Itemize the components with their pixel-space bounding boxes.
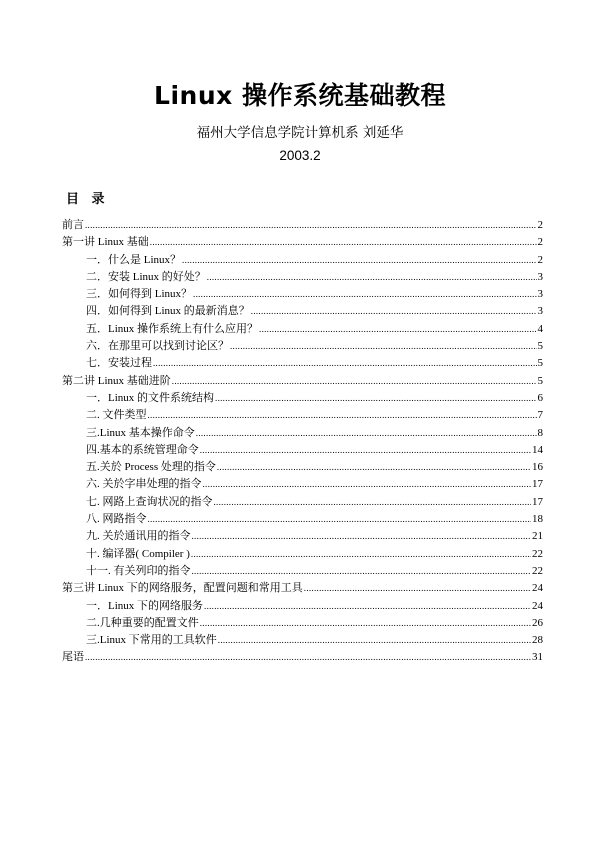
table-of-contents	[62, 216, 543, 666]
toc-page-number: 17	[532, 495, 543, 508]
toc-entry[interactable]	[62, 458, 543, 475]
toc-entry[interactable]	[62, 354, 543, 371]
toc-entry[interactable]	[62, 251, 543, 268]
toc-page-number: 21	[532, 530, 543, 543]
toc-page-number: 5	[537, 340, 543, 353]
toc-leader-dots	[193, 289, 536, 299]
toc-leader-dots	[203, 479, 532, 489]
toc-leader-dots	[200, 445, 531, 455]
toc-page-number: 5	[537, 357, 543, 370]
toc-entry[interactable]	[62, 510, 543, 527]
toc-entry-title: 第三讲 Linux 下的网络服务，配置问题和常用工具	[62, 582, 303, 595]
toc-entry[interactable]	[62, 302, 543, 319]
toc-entry[interactable]	[62, 614, 543, 631]
toc-entry-title: 六. 关於字串处理的指令	[86, 478, 202, 491]
toc-entry[interactable]	[62, 424, 543, 441]
toc-entry-title: 十一. 有关列印的指令	[86, 564, 191, 577]
toc-entry-title: 九. 关於通讯用的指令	[86, 530, 191, 543]
toc-page-number: 3	[537, 288, 543, 301]
toc-entry-title: 第一讲 Linux 基础	[62, 236, 149, 249]
toc-entry-title: 四．如何得到 Linux 的最新消息？	[86, 305, 250, 318]
toc-entry-title: 二．安装 Linux 的好处？	[86, 270, 206, 283]
document-date: 2003.2	[279, 148, 321, 163]
toc-entry-title: 尾语	[62, 651, 84, 664]
toc-page-number: 2	[537, 236, 543, 249]
toc-entry-title: 五．Linux 操作系统上有什么应用？	[86, 322, 259, 335]
toc-leader-dots	[182, 255, 536, 265]
toc-entry-title: 三.Linux 下常用的工具软件	[86, 634, 217, 647]
toc-entry[interactable]	[62, 216, 543, 233]
toc-entry[interactable]	[62, 648, 543, 665]
toc-leader-dots	[304, 583, 531, 593]
toc-entry-title: 七. 网路上查询状况的指令	[86, 495, 213, 508]
toc-page-number: 3	[537, 270, 543, 283]
toc-page-number: 16	[532, 461, 543, 474]
toc-entry-title: 六．在那里可以找到讨论区？	[86, 340, 229, 353]
toc-entry-title: 一．什么是 Linux？	[86, 253, 182, 266]
toc-entry-title: 十. 编译器( Compiler )	[86, 547, 190, 560]
toc-heading: 目 录	[66, 192, 109, 207]
toc-entry-title: 前言	[62, 219, 84, 231]
toc-leader-dots	[196, 428, 537, 438]
toc-page-number: 6	[537, 391, 543, 404]
toc-entry-title: 七．安装过程	[86, 357, 152, 370]
toc-leader-dots	[172, 376, 537, 386]
toc-page-number: 3	[537, 305, 543, 318]
toc-page-number: 24	[532, 582, 543, 595]
toc-leader-dots	[204, 601, 531, 611]
toc-page-number: 17	[532, 478, 543, 491]
toc-entry[interactable]	[62, 597, 543, 614]
toc-leader-dots	[214, 497, 532, 507]
toc-entry[interactable]	[62, 579, 543, 596]
toc-leader-dots	[150, 237, 537, 247]
toc-leader-dots	[153, 358, 537, 368]
toc-leader-dots	[215, 393, 536, 403]
toc-page-number: 26	[532, 616, 543, 629]
toc-entry-title: 一．Linux 下的网络服务	[86, 599, 204, 612]
toc-page-number: 31	[532, 651, 543, 664]
toc-leader-dots	[85, 652, 531, 662]
toc-leader-dots	[192, 566, 532, 576]
document-title: Linux 操作系统基础教程	[154, 81, 446, 110]
toc-entry[interactable]	[62, 493, 543, 510]
toc-entry[interactable]	[62, 562, 543, 579]
author-line: 福州大学信息学院计算机系 刘延华	[196, 125, 404, 141]
toc-leader-dots	[207, 272, 537, 282]
toc-entry-title: 二.几种重要的配置文件	[86, 616, 199, 629]
toc-page-number: 18	[532, 513, 543, 526]
toc-page-number: 5	[537, 374, 543, 387]
toc-leader-dots	[200, 618, 531, 628]
toc-entry[interactable]	[62, 233, 543, 250]
toc-page-number: 2	[537, 219, 543, 231]
toc-page-number: 7	[537, 409, 543, 422]
toc-page-number: 24	[532, 599, 543, 612]
toc-entry[interactable]	[62, 475, 543, 492]
toc-entry[interactable]	[62, 406, 543, 423]
toc-entry-title: 第二讲 Linux 基础进阶	[62, 374, 171, 387]
toc-entry-title: 四.基本的系统管理命令	[86, 443, 199, 456]
toc-leader-dots	[217, 462, 531, 472]
toc-leader-dots	[85, 220, 537, 230]
toc-page-number: 22	[532, 564, 543, 577]
toc-page-number: 2	[537, 253, 543, 266]
toc-entry-title: 二. 文件类型	[86, 409, 147, 422]
toc-leader-dots	[192, 531, 532, 541]
toc-page-number: 28	[532, 634, 543, 647]
toc-entry-title: 三．如何得到 Linux？	[86, 288, 193, 301]
toc-leader-dots	[251, 306, 537, 316]
toc-entry-title: 五.关於 Process 处理的指令	[86, 461, 216, 474]
toc-entry-title: 一．Linux 的文件系统结构	[86, 391, 215, 404]
toc-entry[interactable]	[62, 320, 543, 337]
toc-page-number: 22	[532, 547, 543, 560]
toc-leader-dots	[259, 324, 536, 334]
toc-entry-title: 八. 网路指令	[86, 513, 147, 526]
toc-entry-title: 三.Linux 基本操作命令	[86, 426, 195, 439]
toc-entry[interactable]	[62, 372, 543, 389]
toc-leader-dots	[148, 410, 537, 420]
toc-entry[interactable]	[62, 268, 543, 285]
toc-entry[interactable]	[62, 285, 543, 302]
toc-entry[interactable]	[62, 441, 543, 458]
toc-leader-dots	[148, 514, 532, 524]
toc-entry[interactable]	[62, 527, 543, 544]
toc-entry[interactable]	[62, 389, 543, 406]
toc-entry[interactable]	[62, 337, 543, 354]
toc-entry[interactable]	[62, 631, 543, 648]
toc-page-number: 14	[532, 443, 543, 456]
toc-page-number: 4	[537, 322, 543, 335]
toc-leader-dots	[218, 635, 531, 645]
toc-entry[interactable]	[62, 545, 543, 562]
toc-page-number: 8	[537, 426, 543, 439]
toc-leader-dots	[230, 341, 537, 351]
toc-leader-dots	[191, 549, 531, 559]
